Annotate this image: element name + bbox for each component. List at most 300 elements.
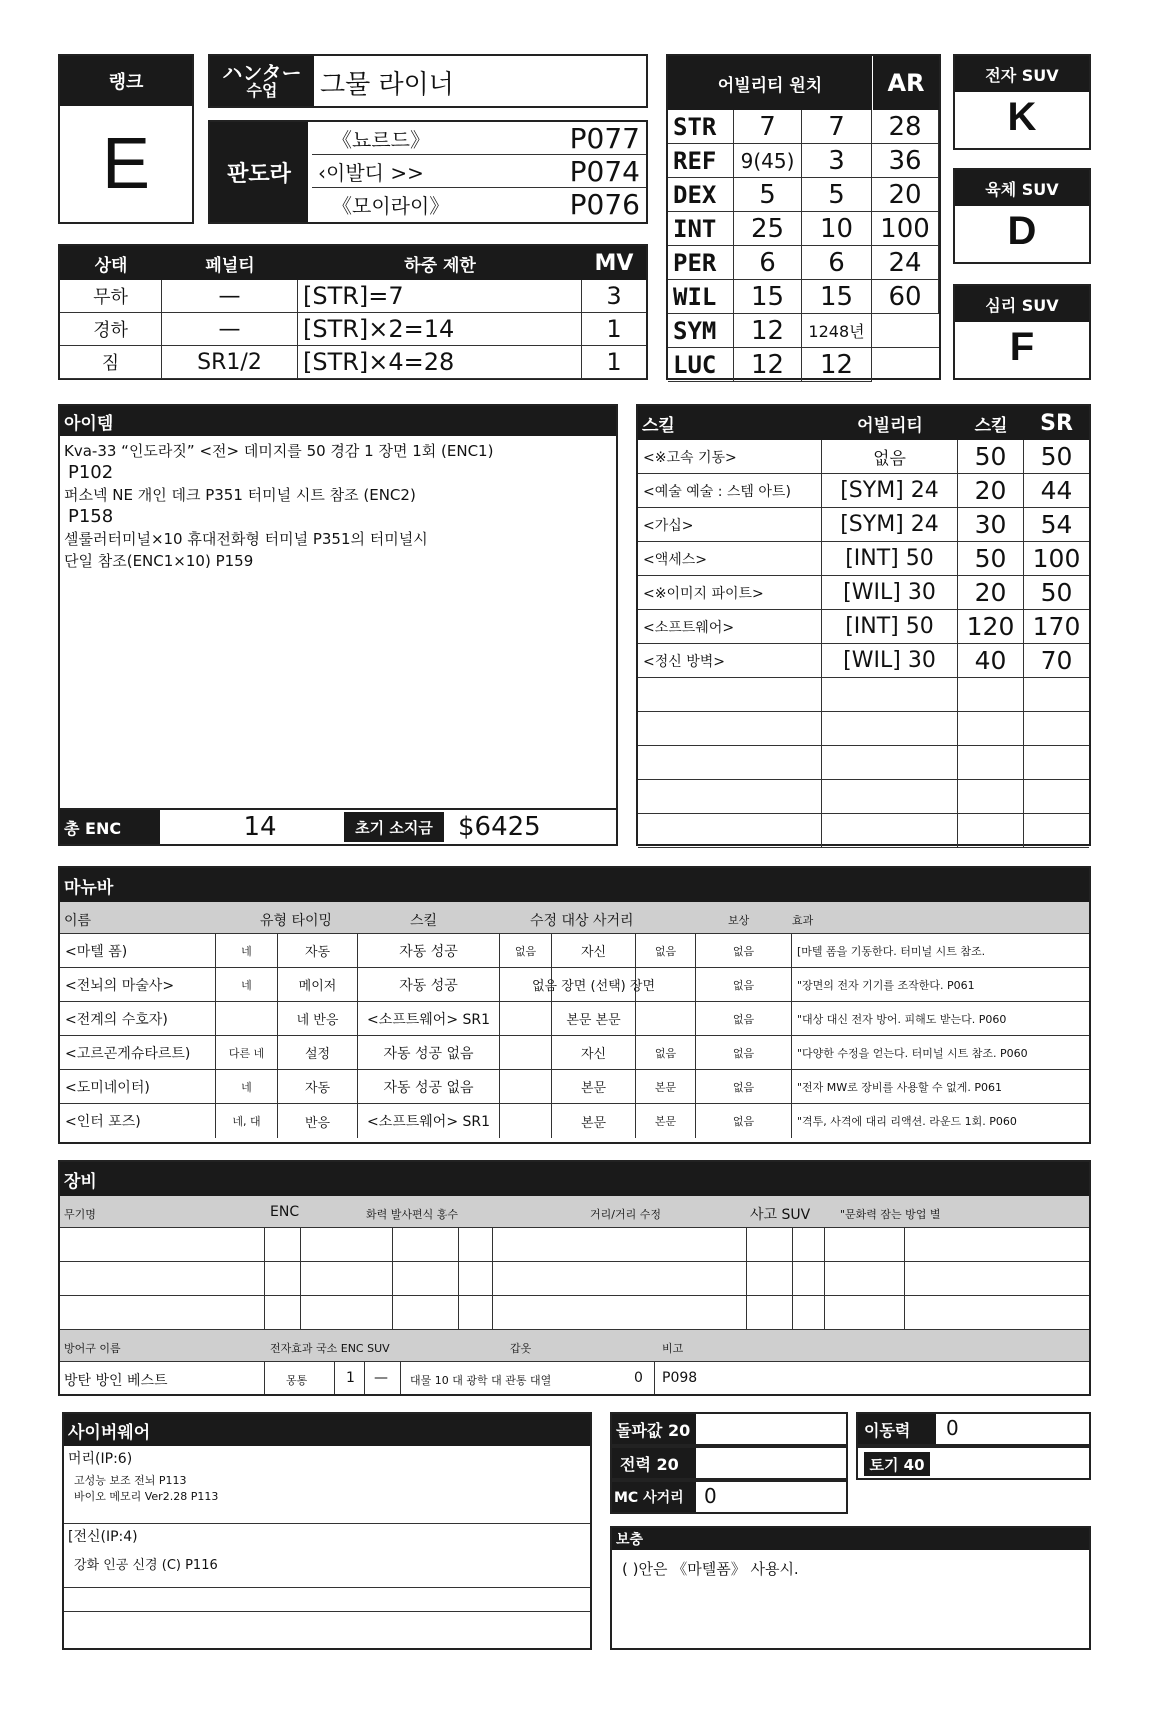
maneuver-cost: 없음 [696,934,792,968]
maneuver-skill: 자동 성공 [358,934,500,968]
maneuver-mod: 없음 [500,934,552,968]
ability-label: DEX [668,178,734,212]
status-penalty: SR1/2 [162,346,298,379]
weapon-col-suv: 사고 SUV [750,1207,811,1223]
status-header-limit: 하중 제한 [404,255,476,276]
ability-bonus: 1248년 [802,314,872,348]
skill-level [958,780,1024,814]
weapon-col-enc: ENC [270,1204,300,1220]
armor-col-meta: 전자효과 국소 ENC SUV [270,1342,390,1355]
skill-name: <소프트웨어> [638,610,822,644]
skill-sr: 54 [1024,508,1089,542]
pandora-item [312,188,646,221]
status-state: 짐 [60,346,162,379]
skill-ability [822,780,958,814]
suv-value: K [1007,94,1037,139]
maneuver-cost: 없음 [696,1036,792,1070]
status-limit: [STR]=7 [298,280,582,313]
maneuver-row [60,1002,1089,1036]
ability-label: INT [668,212,734,246]
status-header-penalty: 페널티 [205,255,255,276]
suv-label: 심리 SUV [955,286,1089,322]
maneuver-timing: 네 반응 [278,1002,358,1036]
maneuver-mod [500,1070,552,1104]
ability-label: STR [668,110,734,144]
maneuver-target: 본문 [552,1104,636,1138]
status-limit: [STR]×2=14 [298,313,582,346]
skill-row [638,746,1089,780]
skill-ability: [INT] 50 [822,610,958,644]
skills-header-skill: 스킬 [974,415,1008,436]
skills-table [636,404,1091,846]
skill-row [638,780,1089,814]
item-line: Kva-33 “인도라짓” <전> 데미지를 50 경감 1 장면 1회 (ENC1) [64,442,494,460]
skill-level: 30 [958,508,1024,542]
skill-ability: [WIL] 30 [822,644,958,678]
skill-row [638,610,1089,644]
skill-row [638,712,1089,746]
maneuver-target: 자신 [552,934,636,968]
status-mv: 1 [582,313,646,346]
equipment-table [58,1160,1091,1396]
skill-name [638,746,822,780]
skill-name [638,712,822,746]
ability-ar: 20 [872,178,939,212]
maneuver-target: 본문 본문 [552,1002,636,1036]
maneuver-range: 본문 [636,1070,696,1104]
maneuver-effect: "대상 대신 전자 방어. 피해도 받는다. P060 [792,1002,1089,1036]
weapon-col-fire: 화력 발사편식 홍수 [366,1208,459,1221]
maneuver-target: 본문 [552,1070,636,1104]
skill-name: <예술 예술 : 스템 아트) [638,474,822,508]
maneuver-name: <도미네이터) [60,1070,216,1104]
maneuver-mod [500,1002,552,1036]
mc-range-box [610,1480,848,1514]
skill-row [638,508,1089,542]
maneuver-skill: <소프트웨어> SR1 [358,1104,500,1138]
skill-level [958,814,1024,848]
weapon-col-line [792,1228,793,1330]
ability-ar: 24 [872,246,939,280]
ability-bonus: 15 [802,280,872,314]
ability-row [668,178,939,212]
armor-values: 대물 10 대 광학 대 관통 대열 [410,1374,552,1387]
status-header-state: 상태 [94,255,128,276]
skill-name: <※고속 기동> [638,440,822,474]
pandora-item [312,155,646,188]
pandora-label: 판도라 [210,122,308,222]
escape-box [856,1446,1091,1480]
skill-name [638,678,822,712]
skill-sr [1024,746,1089,780]
skills-header-ability: 어빌리티 [857,415,923,436]
ability-row [668,246,939,280]
pandora-item-page: P076 [569,188,640,221]
pandora-item-page: P077 [569,121,640,155]
maneuver-name: <전뇌의 마술사> [60,968,216,1002]
maneuver-type [216,1002,278,1036]
ability-base: 7 [734,110,802,144]
ability-header: 어빌리티 원치 [668,56,872,110]
skill-row [638,542,1089,576]
weapon-col-line [904,1228,905,1330]
weapon-col-line [264,1228,265,1330]
suv-physical [953,168,1091,264]
ability-ar: 60 [872,280,939,314]
suv-electronic [953,54,1091,150]
maneuver-name: <전계의 수호자) [60,1002,216,1036]
cyberware-section [64,1446,590,1524]
weapon-col-range: 거리/거리 수정 [590,1208,661,1221]
skill-name: <※이미지 파이트> [638,576,822,610]
maneuver-timing: 자동 [278,934,358,968]
item-line: 퍼소넥 NE 개인 데크 P351 터미널 시트 참조 (ENC2) [64,486,416,504]
skill-ability: [SYM] 24 [822,508,958,542]
hunter-label-bottom: 수업 [246,81,278,100]
skill-sr: 100 [1024,542,1089,576]
pandora-item [312,122,646,155]
maneuver-type: 네 [216,934,278,968]
ability-row [668,110,939,144]
status-table [58,244,648,380]
ability-ar [872,348,939,382]
money-label: 초기 소지금 [344,812,444,842]
ability-label: REF [668,144,734,178]
ability-table [666,54,941,380]
pandora-list [312,122,646,222]
maneuver-row [60,1036,1089,1070]
suv-label: 전자 SUV [955,56,1089,92]
notes-header: 보충 [612,1528,1089,1550]
maneuver-effect: "다양한 수정을 얻는다. 터미널 시트 참조. P060 [792,1036,1089,1070]
suv-value: F [1009,324,1035,369]
notes-box [610,1526,1091,1650]
maneuver-cost: 없음 [696,1104,792,1138]
skill-sr [1024,780,1089,814]
power-label: 전력 20 [612,1448,696,1478]
skill-ability: [SYM] 24 [822,474,958,508]
ability-label: LUC [668,348,734,382]
status-penalty: — [162,313,298,346]
skill-sr: 50 [1024,576,1089,610]
equipment-header: 장비 [60,1162,1089,1196]
cyberware-line: 고성능 보조 전뇌 P113 [74,1474,187,1487]
item-line: 단일 참조(ENC1×10) P159 [64,552,254,570]
movement-value: 0 [946,1416,959,1440]
items-box [58,404,618,846]
maneuver-header: 마뉴바 [60,868,1089,902]
skill-level: 20 [958,576,1024,610]
armor-col-armor: 갑옷 [510,1342,532,1355]
skill-level [958,746,1024,780]
weapon-col-extra: "문화력 잠는 방업 별 [840,1208,941,1221]
ability-row [668,212,939,246]
status-header-mv: MV [594,250,634,276]
maneuver-timing: 메이저 [278,968,358,1002]
item-line: 셀룰러터미널×10 휴대전화형 터미널 P351의 터미널시 [64,530,428,548]
maneuver-cost: 없음 [696,1002,792,1036]
armor-col-name: 방어구 이름 [64,1342,121,1355]
ability-row [668,348,939,382]
ability-bonus: 10 [802,212,872,246]
weapon-col-line [492,1228,493,1330]
rank-label: 랭크 [60,56,192,106]
cyberware-section [64,1524,590,1588]
breakthrough-label: 돌파값 20 [612,1414,696,1444]
weapon-col-line [746,1228,747,1330]
maneuver-header-row [60,902,1089,934]
skill-name [638,780,822,814]
status-header-row [60,246,646,280]
maneuver-row [60,968,1089,1002]
armor-type: 몽통 [286,1374,308,1387]
skill-sr: 50 [1024,440,1089,474]
maneuver-row [60,1070,1089,1104]
weapon-row-line [60,1295,1089,1296]
pandora-item-page: P074 [569,154,640,188]
maneuver-type: 네 [216,968,278,1002]
skill-sr: 44 [1024,474,1089,508]
cyberware-box [62,1412,592,1650]
maneuver-name: <마텔 폼) [60,934,216,968]
skill-level [958,712,1024,746]
ability-ar-header: AR [873,56,939,110]
maneuver-mod [500,1036,552,1070]
mc-range-label: MC 사거리 [612,1482,696,1512]
item-line: P102 [68,462,114,483]
maneuver-row [60,934,1089,968]
ability-bonus: 5 [802,178,872,212]
maneuver-name: <고르곤게슈타르트) [60,1036,216,1070]
maneuver-range [636,1002,696,1036]
maneuver-range: 본문 [636,1104,696,1138]
ability-base: 25 [734,212,802,246]
suv-label: 육체 SUV [955,170,1089,206]
skill-level: 40 [958,644,1024,678]
notes-text: ( )안은 《마텔폼》 사용시. [622,1560,799,1578]
ability-base: 9(45) [734,144,802,178]
maneuver-table [58,866,1091,1144]
armor-suv: — [374,1370,388,1386]
skill-sr: 70 [1024,644,1089,678]
maneuver-range: 없음 [636,934,696,968]
maneuver-timing: 반응 [278,1104,358,1138]
skill-row [638,474,1089,508]
weapon-rows [60,1228,1089,1330]
mc-range-value: 0 [704,1484,717,1508]
skill-ability: [WIL] 30 [822,576,958,610]
ability-row [668,314,939,348]
skill-row [638,576,1089,610]
maneuver-effect: "격투, 사격에 대리 리액션. 라운드 1회. P060 [797,1115,1017,1128]
skill-row [638,814,1089,848]
ability-label: SYM [668,314,734,348]
maneuver-skill: 자동 성공 없음 [358,1036,500,1070]
skill-level: 50 [958,440,1024,474]
maneuver-target: 자신 [552,1036,636,1070]
maneuver-timing: 자동 [278,1070,358,1104]
skill-name: <가십> [638,508,822,542]
skill-sr: 170 [1024,610,1089,644]
maneuver-effect: "전자 MW로 장비를 사용할 수 없게. P061 [792,1070,1089,1104]
maneuver-col-effect: 효과 [792,914,814,927]
armor-name: 방탄 방인 베스트 [64,1373,168,1389]
skill-level [958,678,1024,712]
enc-value: 14 [243,812,277,842]
cyberware-line: 강화 인공 신경 (C) P116 [74,1558,218,1573]
skill-name [638,814,822,848]
maneuver-target: 없음 장면 (선택) 장면 [552,968,636,1002]
status-limit: [STR]×4=28 [298,346,582,379]
ability-row [668,280,939,314]
cyberware-header: 사이버웨어 [64,1414,590,1446]
maneuver-effect: "장면의 전자 기기를 조작한다. P061 [792,968,1089,1002]
maneuver-timing: 설정 [278,1036,358,1070]
armor-header-row [60,1330,1089,1362]
movement-box [856,1412,1091,1446]
skill-sr [1024,814,1089,848]
ability-ar [872,314,939,348]
maneuver-cost: 없음 [696,1070,792,1104]
pandora-item-name: 《뇨르드》 [332,127,430,152]
breakthrough-box [610,1412,848,1446]
rank-box [58,54,194,224]
hunter-label-top: ハンター [222,61,302,85]
ability-ar: 28 [872,110,939,144]
weapon-col-line [458,1228,459,1330]
maneuver-cost: 없음 [696,968,792,1002]
armor-value: 0 [634,1370,643,1386]
armor-col-note: 비고 [662,1342,684,1355]
hunter-value: 그물 라이너 [320,70,454,100]
weapon-row-line [60,1261,1089,1262]
skill-row [638,440,1089,474]
skill-level: 120 [958,610,1024,644]
items-footer [60,808,616,844]
ability-base: 5 [734,178,802,212]
weapon-header-row [60,1196,1089,1228]
maneuver-mod [500,1104,552,1138]
weapon-col-line [300,1228,301,1330]
weapon-col-name: 무기명 [64,1208,96,1221]
maneuver-col-name: 이름 [64,913,92,929]
skill-level: 50 [958,542,1024,576]
status-row [60,346,646,379]
skill-name: <정신 방벽> [638,644,822,678]
armor-note: P098 [662,1370,698,1386]
status-mv: 1 [582,346,646,379]
skill-ability [822,814,958,848]
ability-ar: 36 [872,144,939,178]
maneuver-col-mod: 수정 대상 사거리 [530,913,634,929]
hunter-box [208,54,648,108]
skill-level: 20 [958,474,1024,508]
skill-ability: 없음 [822,440,958,474]
maneuver-range: 없음 [636,1036,696,1070]
status-row [60,280,646,313]
status-state: 경하 [60,313,162,346]
cyberware-empty-section [64,1588,590,1612]
cyberware-section-label: [전신(IP:4) [68,1529,138,1545]
pandora-box [208,120,648,224]
skill-ability [822,712,958,746]
maneuver-name: <인터 포즈) [60,1104,216,1138]
ability-base: 12 [734,314,802,348]
maneuver-col-type: 유형 타이밍 [260,913,333,929]
rank-value: E [101,124,151,204]
suv-mental [953,284,1091,380]
armor-row [60,1362,1089,1394]
ability-base: 12 [734,348,802,382]
maneuver-col-cost: 보상 [728,914,750,927]
power-box [610,1446,848,1480]
ability-row [668,144,939,178]
skill-sr [1024,678,1089,712]
maneuver-skill: 자동 성공 없음 [358,1070,500,1104]
status-state: 무하 [60,280,162,313]
skill-row [638,678,1089,712]
maneuver-skill: 자동 성공 [358,968,500,1002]
money-value: $6425 [458,812,541,842]
maneuver-type: 네, 대 [216,1104,278,1138]
status-row [60,313,646,346]
ability-base: 15 [734,280,802,314]
status-penalty: — [162,280,298,313]
maneuver-range [636,968,696,1002]
suv-value: D [1007,208,1037,253]
maneuver-type: 네 [216,1070,278,1104]
weapon-col-line [392,1228,393,1330]
status-mv: 3 [582,280,646,313]
maneuver-type: 다른 네 [216,1036,278,1070]
ability-bonus: 7 [802,110,872,144]
maneuver-effect: [마텔 폼을 기동한다. 터미널 시트 참조. [792,934,1089,968]
skill-name: <액세스> [638,542,822,576]
ability-bonus: 3 [802,144,872,178]
skill-ability [822,746,958,780]
movement-label: 이동력 [858,1414,936,1444]
items-header: 아이템 [60,406,616,436]
cyberware-line: 바이오 메모리 Ver2.28 P113 [74,1490,219,1503]
ability-base: 6 [734,246,802,280]
ability-bonus: 12 [802,348,872,382]
pandora-item-name: 《모이라이》 [332,194,450,218]
escape-label: 토기 40 [864,1452,930,1476]
skills-header-name: 스킬 [642,415,675,436]
skill-sr [1024,712,1089,746]
pandora-item-name: ‹이발디 >> [318,160,424,185]
maneuver-row [60,1104,1089,1138]
ability-bonus: 6 [802,246,872,280]
item-line: P158 [68,506,114,527]
skills-header-row [638,406,1089,440]
maneuver-skill: <소프트웨어> SR1 [358,1002,500,1036]
weapon-col-line [824,1228,825,1330]
hunter-label [210,56,314,106]
armor-enc: 1 [346,1370,355,1386]
skills-header-sr: SR [1040,410,1073,436]
skill-row [638,644,1089,678]
cyberware-section-label: 머리(IP:6) [68,1451,133,1467]
skill-ability: [INT] 50 [822,542,958,576]
items-list [60,436,616,576]
enc-label: 총 ENC [60,810,160,844]
skill-ability [822,678,958,712]
ability-ar: 100 [872,212,939,246]
ability-label: WIL [668,280,734,314]
maneuver-col-skill: 스킬 [410,913,438,929]
ability-label: PER [668,246,734,280]
